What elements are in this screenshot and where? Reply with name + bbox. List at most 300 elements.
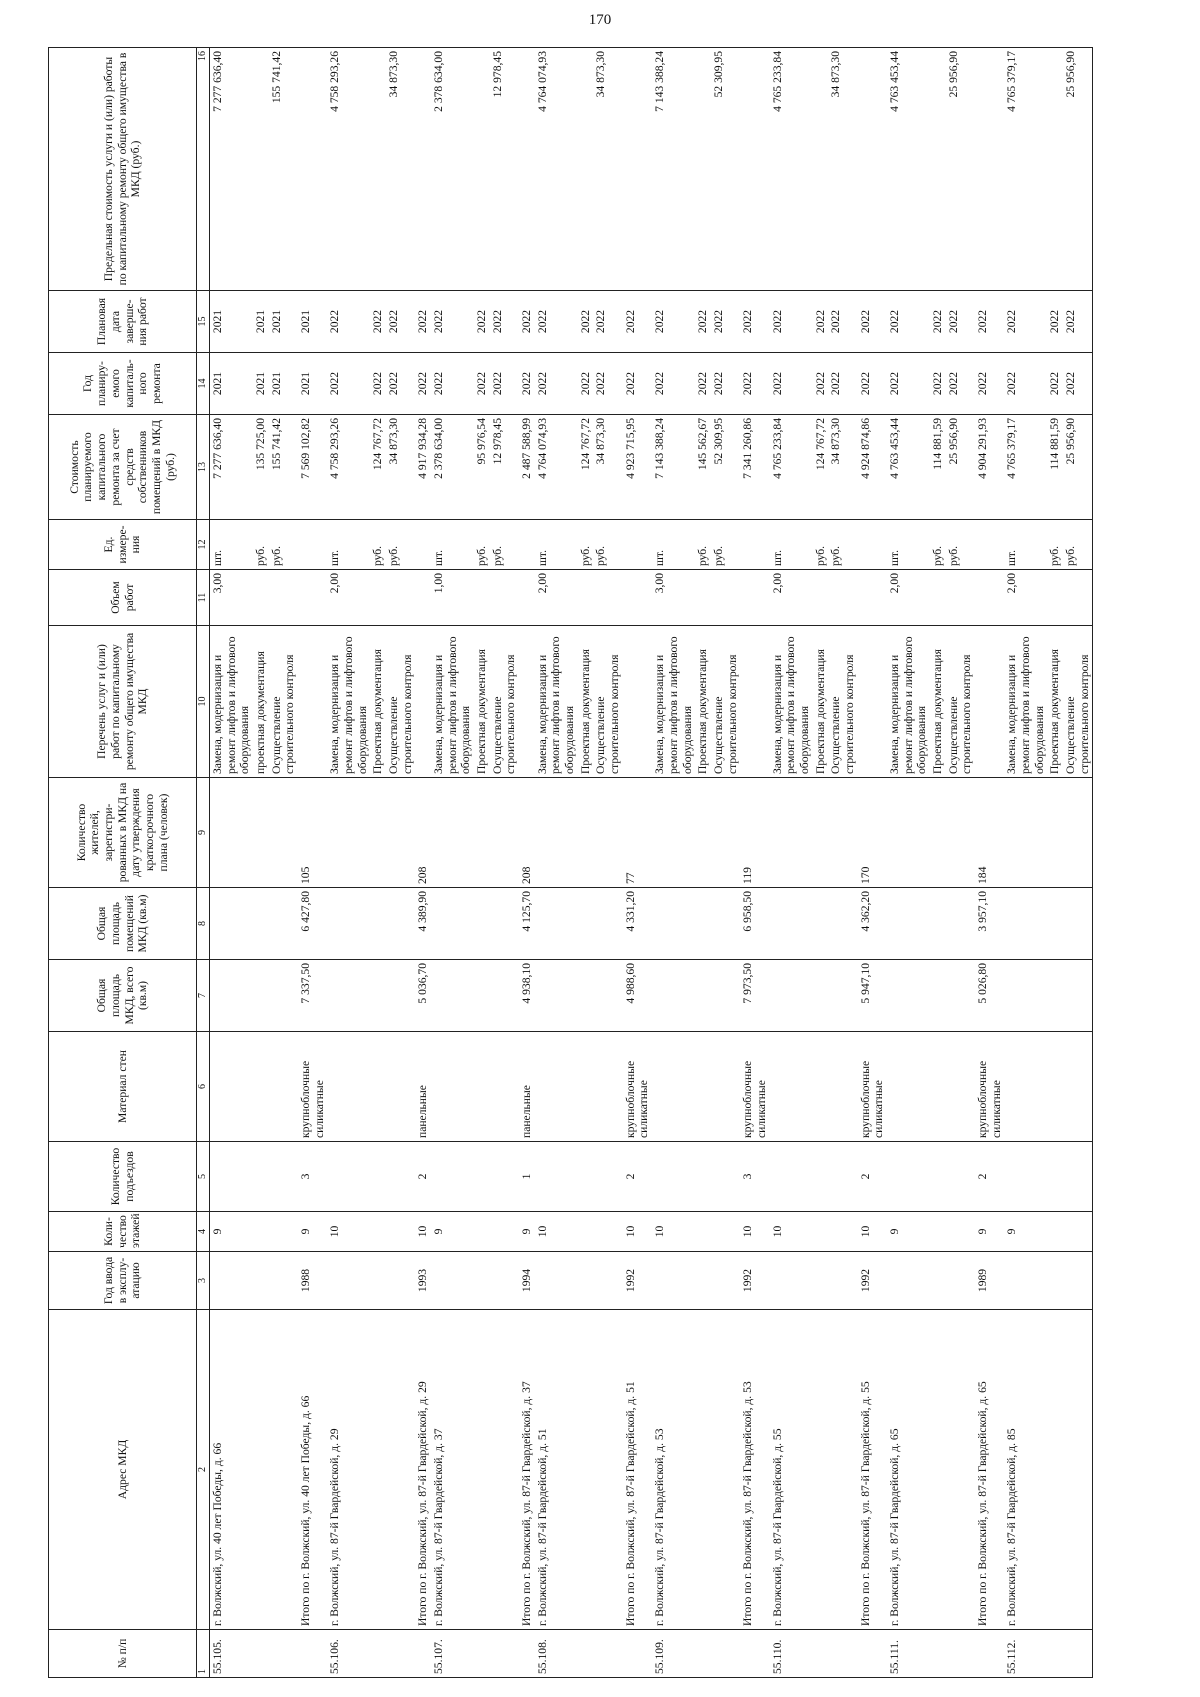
header-cell: Год ввода в эксплу-атацию — [49, 1252, 197, 1310]
work-volume-cell: 2,00 — [887, 570, 930, 626]
residents-count-cell — [431, 778, 474, 888]
work-volume-cell — [253, 570, 269, 626]
commission-year-cell: 1988 — [298, 1252, 327, 1310]
unit-cell — [740, 520, 769, 570]
entrances-count-cell — [431, 1142, 474, 1212]
column-number: 1 — [197, 1630, 210, 1678]
max-cost-cell — [623, 48, 652, 291]
work-description-cell — [298, 626, 327, 778]
wall-material-cell: крупноблочные силикатные — [740, 1032, 769, 1142]
row-number-cell — [386, 1630, 415, 1678]
unit-cell: руб. — [930, 520, 946, 570]
header-cell: Общая площадь МКД, всего (кв.м) — [49, 960, 197, 1032]
wall-material-cell — [578, 1032, 594, 1142]
work-volume-cell — [415, 570, 431, 626]
work-description-cell: Замена, модернизация и ремонт лифтов и лифтового оборудования — [1004, 626, 1047, 778]
work-volume-cell: 2,00 — [770, 570, 813, 626]
column-number: 8 — [197, 888, 210, 960]
address-cell: Итого по г. Волжский, ул. 40 лет Победы, д. 66 — [298, 1310, 327, 1630]
row-number-cell — [370, 1630, 386, 1678]
completion-date-cell: 2022 — [370, 291, 386, 353]
total-area-cell — [578, 960, 594, 1032]
address-cell — [253, 1310, 269, 1630]
residents-count-cell — [474, 778, 490, 888]
total-area-cell — [652, 960, 695, 1032]
row-number-cell: 55.108. — [535, 1630, 578, 1678]
premises-area-cell: 3 957,10 — [975, 888, 1004, 960]
completion-date-cell: 2022 — [490, 291, 519, 353]
total-area-cell — [474, 960, 490, 1032]
premises-area-cell — [327, 888, 370, 960]
completion-date-cell: 2022 — [519, 291, 535, 353]
row-number-cell — [946, 1630, 975, 1678]
unit-cell: руб. — [578, 520, 594, 570]
row-number-cell — [519, 1630, 535, 1678]
repair-year-cell: 2022 — [887, 353, 930, 415]
max-cost-cell: 4 765 379,17 — [1004, 48, 1047, 291]
row-number-cell — [298, 1630, 327, 1678]
entrances-count-cell — [1047, 1142, 1063, 1212]
planned-cost-cell: 7 341 260,86 — [740, 415, 769, 520]
premises-area-cell: 4 362,20 — [858, 888, 887, 960]
residents-count-cell — [946, 778, 975, 888]
row-number-cell — [828, 1630, 857, 1678]
total-area-cell: 7 337,50 — [298, 960, 327, 1032]
total-area-cell — [386, 960, 415, 1032]
total-area-cell — [535, 960, 578, 1032]
header-cell: Стоимость планируемого капитального ремонта за счет средств собственников помещений в МКД (руб.) — [49, 415, 197, 520]
repair-year-cell: 2022 — [1004, 353, 1047, 415]
max-cost-cell — [975, 48, 1004, 291]
total-area-cell — [711, 960, 740, 1032]
max-cost-cell: 25 956,90 — [1063, 48, 1093, 291]
completion-date-cell: 2022 — [1047, 291, 1063, 353]
residents-count-cell — [695, 778, 711, 888]
planned-cost-cell: 4 904 291,93 — [975, 415, 1004, 520]
total-area-cell: 5 947,10 — [858, 960, 887, 1032]
total-area-cell — [269, 960, 298, 1032]
wall-material-cell: панельные — [415, 1032, 431, 1142]
planned-cost-cell: 145 562,67 — [695, 415, 711, 520]
column-number-row — [197, 48, 210, 1678]
total-area-cell — [1063, 960, 1093, 1032]
wall-material-cell — [327, 1032, 370, 1142]
row-number-cell — [490, 1630, 519, 1678]
address-cell — [490, 1310, 519, 1630]
wall-material-cell — [828, 1032, 857, 1142]
floors-count-cell — [1047, 1212, 1063, 1252]
residents-count-cell — [386, 778, 415, 888]
floors-count-cell — [711, 1212, 740, 1252]
completion-date-cell: 2021 — [210, 291, 254, 353]
repair-year-cell: 2022 — [386, 353, 415, 415]
planned-cost-cell: 34 873,30 — [593, 415, 622, 520]
commission-year-cell — [269, 1252, 298, 1310]
work-volume-cell — [740, 570, 769, 626]
address-cell: г. Волжский, ул. 87-й Гвардейской, д. 37 — [431, 1310, 474, 1630]
wall-material-cell — [770, 1032, 813, 1142]
residents-count-cell — [813, 778, 829, 888]
table-row — [858, 48, 887, 1678]
entrances-count-cell — [652, 1142, 695, 1212]
planned-cost-cell: 4 758 293,26 — [327, 415, 370, 520]
completion-date-cell: 2022 — [858, 291, 887, 353]
address-cell — [828, 1310, 857, 1630]
unit-cell — [519, 520, 535, 570]
commission-year-cell: 1992 — [740, 1252, 769, 1310]
commission-year-cell — [930, 1252, 946, 1310]
premises-area-cell: 4 125,70 — [519, 888, 535, 960]
planned-cost-cell: 52 309,95 — [711, 415, 740, 520]
floors-count-cell: 9 — [975, 1212, 1004, 1252]
row-number-cell — [695, 1630, 711, 1678]
commission-year-cell — [711, 1252, 740, 1310]
max-cost-cell: 155 741,42 — [269, 48, 298, 291]
completion-date-cell: 2022 — [695, 291, 711, 353]
work-description-cell: Замена, модернизация и ремонт лифтов и лифтового оборудования — [327, 626, 370, 778]
max-cost-cell: 12 978,45 — [490, 48, 519, 291]
commission-year-cell — [887, 1252, 930, 1310]
table-row — [770, 48, 813, 1678]
capital-repair-table — [48, 47, 1093, 1678]
commission-year-cell — [828, 1252, 857, 1310]
premises-area-cell — [828, 888, 857, 960]
unit-cell: руб. — [386, 520, 415, 570]
residents-count-cell — [370, 778, 386, 888]
repair-year-cell: 2022 — [1047, 353, 1063, 415]
planned-cost-cell: 4 924 874,86 — [858, 415, 887, 520]
repair-year-cell: 2022 — [652, 353, 695, 415]
header-cell: Количество подъездов — [49, 1142, 197, 1212]
work-description-cell: Проектная документация — [695, 626, 711, 778]
planned-cost-cell: 155 741,42 — [269, 415, 298, 520]
work-description-cell: Замена, модернизация и ремонт лифтов и лифтового оборудования — [210, 626, 254, 778]
work-description-cell: Замена, модернизация и ремонт лифтов и лифтового оборудования — [652, 626, 695, 778]
premises-area-cell — [711, 888, 740, 960]
total-area-cell: 5 026,80 — [975, 960, 1004, 1032]
work-volume-cell — [858, 570, 887, 626]
total-area-cell — [593, 960, 622, 1032]
commission-year-cell: 1989 — [975, 1252, 1004, 1310]
row-number-cell — [1047, 1630, 1063, 1678]
table-row — [740, 48, 769, 1678]
work-description-cell — [858, 626, 887, 778]
work-volume-cell — [946, 570, 975, 626]
row-number-cell — [415, 1630, 431, 1678]
table-row — [930, 48, 946, 1678]
table-row — [431, 48, 474, 1678]
work-volume-cell: 3,00 — [210, 570, 254, 626]
repair-year-cell: 2022 — [1063, 353, 1093, 415]
commission-year-cell — [490, 1252, 519, 1310]
entrances-count-cell: 1 — [519, 1142, 535, 1212]
header-cell: Год планиру-емого капиталь-ного ремонта — [49, 353, 197, 415]
max-cost-cell — [740, 48, 769, 291]
table-row — [535, 48, 578, 1678]
unit-cell — [298, 520, 327, 570]
entrances-count-cell: 2 — [623, 1142, 652, 1212]
entrances-count-cell — [593, 1142, 622, 1212]
table-row — [490, 48, 519, 1678]
floors-count-cell: 10 — [623, 1212, 652, 1252]
row-number-cell — [593, 1630, 622, 1678]
work-volume-cell — [623, 570, 652, 626]
completion-date-cell: 2021 — [298, 291, 327, 353]
completion-date-cell: 2022 — [535, 291, 578, 353]
address-cell — [370, 1310, 386, 1630]
repair-year-cell: 2021 — [269, 353, 298, 415]
work-description-cell: Осуществление строительного контроля — [828, 626, 857, 778]
wall-material-cell: панельные — [519, 1032, 535, 1142]
repair-year-cell: 2022 — [519, 353, 535, 415]
unit-cell: руб. — [946, 520, 975, 570]
completion-date-cell: 2021 — [253, 291, 269, 353]
table-row — [695, 48, 711, 1678]
repair-year-cell: 2022 — [578, 353, 594, 415]
floors-count-cell — [490, 1212, 519, 1252]
residents-count-cell: 119 — [740, 778, 769, 888]
completion-date-cell: 2022 — [652, 291, 695, 353]
page-number: 170 — [588, 12, 612, 28]
table-row — [623, 48, 652, 1678]
floors-count-cell: 9 — [887, 1212, 930, 1252]
residents-count-cell: 77 — [623, 778, 652, 888]
planned-cost-cell: 25 956,90 — [946, 415, 975, 520]
entrances-count-cell — [813, 1142, 829, 1212]
row-number-cell — [711, 1630, 740, 1678]
unit-cell: руб. — [474, 520, 490, 570]
entrances-count-cell: 3 — [298, 1142, 327, 1212]
header-cell: Коли-чество этажей — [49, 1212, 197, 1252]
completion-date-cell: 2022 — [593, 291, 622, 353]
max-cost-cell — [930, 48, 946, 291]
header-cell: Количество жителей, зарегистри-рованных в МКД на дату утверждения краткосрочного плана (человек) — [49, 778, 197, 888]
premises-area-cell — [370, 888, 386, 960]
wall-material-cell — [1063, 1032, 1093, 1142]
premises-area-cell — [887, 888, 930, 960]
premises-area-cell — [1063, 888, 1093, 960]
floors-count-cell: 9 — [1004, 1212, 1047, 1252]
header-cell: Объем работ — [49, 570, 197, 626]
header-cell: Материал стен — [49, 1032, 197, 1142]
work-volume-cell — [695, 570, 711, 626]
unit-cell: руб. — [828, 520, 857, 570]
work-volume-cell — [593, 570, 622, 626]
floors-count-cell: 9 — [210, 1212, 254, 1252]
premises-area-cell: 6 958,50 — [740, 888, 769, 960]
table-row — [813, 48, 829, 1678]
wall-material-cell — [813, 1032, 829, 1142]
wall-material-cell: крупноблочные силикатные — [623, 1032, 652, 1142]
commission-year-cell — [593, 1252, 622, 1310]
address-cell — [593, 1310, 622, 1630]
total-area-cell — [813, 960, 829, 1032]
column-number: 3 — [197, 1252, 210, 1310]
unit-cell: руб. — [813, 520, 829, 570]
residents-count-cell: 208 — [519, 778, 535, 888]
unit-cell: руб. — [269, 520, 298, 570]
work-description-cell: Проектная документация — [813, 626, 829, 778]
max-cost-cell: 52 309,95 — [711, 48, 740, 291]
wall-material-cell — [253, 1032, 269, 1142]
total-area-cell — [210, 960, 254, 1032]
work-description-cell — [975, 626, 1004, 778]
address-cell — [695, 1310, 711, 1630]
entrances-count-cell — [1004, 1142, 1047, 1212]
premises-area-cell — [386, 888, 415, 960]
address-cell — [269, 1310, 298, 1630]
table-row — [386, 48, 415, 1678]
work-volume-cell — [519, 570, 535, 626]
unit-cell: шт. — [652, 520, 695, 570]
repair-year-cell: 2022 — [858, 353, 887, 415]
residents-count-cell — [1063, 778, 1093, 888]
planned-cost-cell: 25 956,90 — [1063, 415, 1093, 520]
column-number: 9 — [197, 778, 210, 888]
address-cell — [711, 1310, 740, 1630]
entrances-count-cell — [210, 1142, 254, 1212]
unit-cell: руб. — [695, 520, 711, 570]
wall-material-cell — [535, 1032, 578, 1142]
premises-area-cell — [535, 888, 578, 960]
work-description-cell: Осуществление строительного контроля — [593, 626, 622, 778]
table-row — [887, 48, 930, 1678]
residents-count-cell — [1047, 778, 1063, 888]
column-number: 13 — [197, 415, 210, 520]
column-number: 7 — [197, 960, 210, 1032]
floors-count-cell — [930, 1212, 946, 1252]
work-volume-cell — [298, 570, 327, 626]
total-area-cell — [770, 960, 813, 1032]
work-volume-cell — [1063, 570, 1093, 626]
address-cell — [386, 1310, 415, 1630]
entrances-count-cell: 2 — [415, 1142, 431, 1212]
residents-count-cell — [578, 778, 594, 888]
floors-count-cell: 10 — [858, 1212, 887, 1252]
residents-count-cell — [490, 778, 519, 888]
entrances-count-cell: 2 — [975, 1142, 1004, 1212]
max-cost-cell: 25 956,90 — [946, 48, 975, 291]
address-cell: Итого по г. Волжский, ул. 87-й Гвардейской, д. 51 — [623, 1310, 652, 1630]
premises-area-cell — [474, 888, 490, 960]
max-cost-cell — [415, 48, 431, 291]
row-number-cell: 55.109. — [652, 1630, 695, 1678]
floors-count-cell: 9 — [298, 1212, 327, 1252]
repair-year-cell: 2022 — [930, 353, 946, 415]
max-cost-cell — [370, 48, 386, 291]
unit-cell: шт. — [887, 520, 930, 570]
row-number-cell — [474, 1630, 490, 1678]
entrances-count-cell — [946, 1142, 975, 1212]
max-cost-cell: 7 277 636,40 — [210, 48, 254, 291]
row-number-cell — [930, 1630, 946, 1678]
wall-material-cell — [695, 1032, 711, 1142]
max-cost-cell — [1047, 48, 1063, 291]
entrances-count-cell — [253, 1142, 269, 1212]
repair-year-cell: 2022 — [474, 353, 490, 415]
completion-date-cell: 2022 — [474, 291, 490, 353]
address-cell: г. Волжский, ул. 40 лет Победы, д. 66 — [210, 1310, 254, 1630]
commission-year-cell: 1992 — [858, 1252, 887, 1310]
total-area-cell — [1047, 960, 1063, 1032]
completion-date-cell: 2022 — [770, 291, 813, 353]
wall-material-cell — [930, 1032, 946, 1142]
work-volume-cell — [370, 570, 386, 626]
entrances-count-cell — [490, 1142, 519, 1212]
column-number: 16 — [197, 48, 210, 291]
residents-count-cell: 170 — [858, 778, 887, 888]
table-row — [269, 48, 298, 1678]
planned-cost-cell: 4 765 233,84 — [770, 415, 813, 520]
table-row — [474, 48, 490, 1678]
residents-count-cell — [887, 778, 930, 888]
unit-cell: шт. — [210, 520, 254, 570]
planned-cost-cell: 124 767,72 — [578, 415, 594, 520]
premises-area-cell — [695, 888, 711, 960]
address-cell: г. Волжский, ул. 87-й Гвардейской, д. 51 — [535, 1310, 578, 1630]
planned-cost-cell: 7 569 102,82 — [298, 415, 327, 520]
total-area-cell — [946, 960, 975, 1032]
planned-cost-cell: 4 763 453,44 — [887, 415, 930, 520]
entrances-count-cell — [578, 1142, 594, 1212]
premises-area-cell — [253, 888, 269, 960]
table-row — [298, 48, 327, 1678]
address-cell: г. Волжский, ул. 87-й Гвардейской, д. 29 — [327, 1310, 370, 1630]
max-cost-cell — [253, 48, 269, 291]
completion-date-cell: 2022 — [740, 291, 769, 353]
table-row — [519, 48, 535, 1678]
row-number-cell — [578, 1630, 594, 1678]
work-volume-cell — [813, 570, 829, 626]
work-volume-cell — [975, 570, 1004, 626]
total-area-cell: 5 036,70 — [415, 960, 431, 1032]
work-description-cell: Проектная документация — [474, 626, 490, 778]
wall-material-cell: крупноблочные силикатные — [298, 1032, 327, 1142]
commission-year-cell — [652, 1252, 695, 1310]
wall-material-cell — [490, 1032, 519, 1142]
completion-date-cell: 2022 — [327, 291, 370, 353]
row-number-cell: 55.107. — [431, 1630, 474, 1678]
floors-count-cell: 10 — [652, 1212, 695, 1252]
total-area-cell — [490, 960, 519, 1032]
repair-year-cell: 2022 — [828, 353, 857, 415]
planned-cost-cell: 2 487 588,99 — [519, 415, 535, 520]
wall-material-cell — [946, 1032, 975, 1142]
address-cell — [946, 1310, 975, 1630]
commission-year-cell: 1993 — [415, 1252, 431, 1310]
residents-count-cell — [210, 778, 254, 888]
column-number: 5 — [197, 1142, 210, 1212]
address-cell: Итого по г. Волжский, ул. 87-й Гвардейской, д. 29 — [415, 1310, 431, 1630]
floors-count-cell — [253, 1212, 269, 1252]
table-row — [578, 48, 594, 1678]
work-description-cell: Замена, модернизация и ремонт лифтов и лифтового оборудования — [770, 626, 813, 778]
planned-cost-cell: 4 765 379,17 — [1004, 415, 1047, 520]
completion-date-cell: 2022 — [415, 291, 431, 353]
work-volume-cell: 2,00 — [1004, 570, 1047, 626]
unit-cell: шт. — [770, 520, 813, 570]
header-cell: Перечень услуг и (или) работ по капитальному ремонту общего имущества МКД — [49, 626, 197, 778]
residents-count-cell — [1004, 778, 1047, 888]
premises-area-cell — [1004, 888, 1047, 960]
work-description-cell — [415, 626, 431, 778]
row-number-cell: 55.111. — [887, 1630, 930, 1678]
floors-count-cell — [828, 1212, 857, 1252]
completion-date-cell: 2022 — [887, 291, 930, 353]
completion-date-cell: 2022 — [431, 291, 474, 353]
residents-count-cell: 208 — [415, 778, 431, 888]
residents-count-cell — [593, 778, 622, 888]
